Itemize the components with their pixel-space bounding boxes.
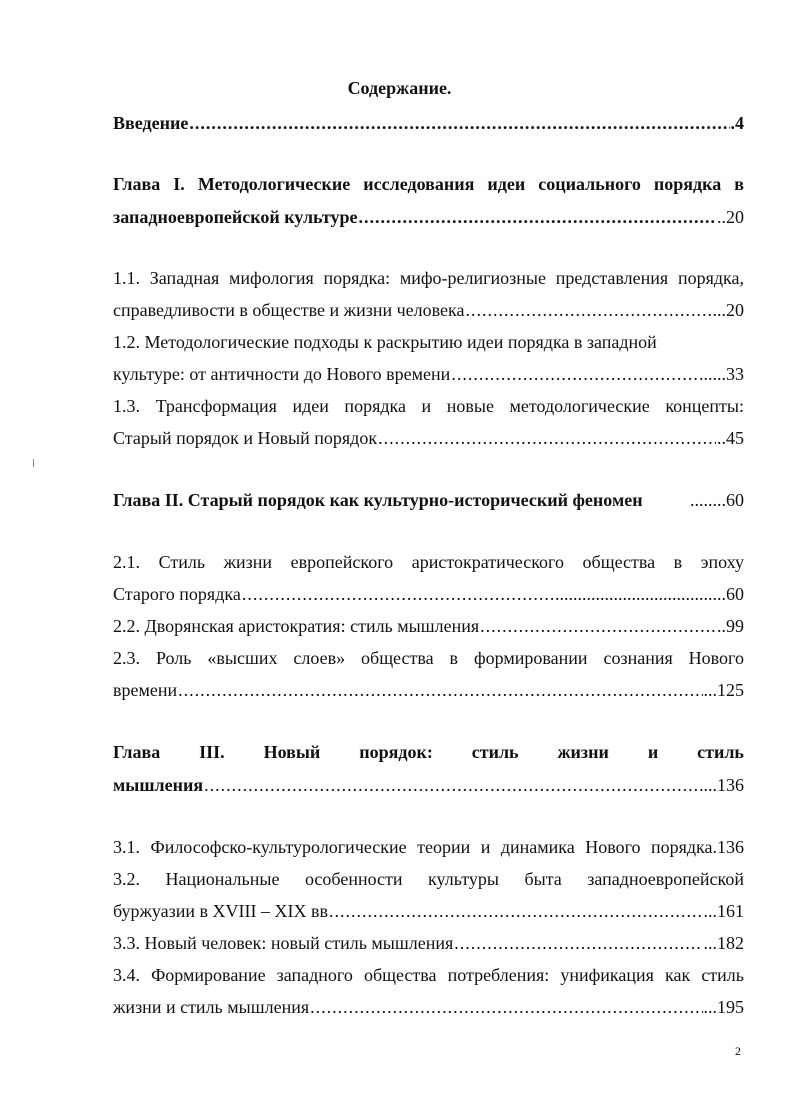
toc-entry-label: мышления	[113, 775, 204, 795]
chapter-3-word: III.	[199, 742, 225, 762]
toc-entry-intro	[113, 111, 744, 135]
toc-entry-page: ........60	[690, 490, 744, 510]
toc-title: Содержание.	[347, 78, 452, 98]
section-3-4-line-1: 3.4. Формирование западного общества потребления: унификация как стиль	[113, 965, 744, 985]
toc-entry-page: ...161	[703, 901, 744, 921]
toc-entry-page: ......................................60	[555, 584, 744, 604]
section-2-3-line-2	[113, 678, 744, 702]
page-number: 2	[735, 1044, 741, 1058]
leader-dots	[189, 111, 729, 135]
leader-dots	[454, 931, 702, 955]
toc-entry-page: ..45	[717, 428, 744, 448]
section-3-3	[113, 931, 744, 955]
toc-entry-label: Старый порядок и Новый порядок	[113, 428, 378, 448]
leader-dots	[178, 678, 702, 702]
chapter-3-word: стиль	[697, 742, 744, 762]
chapter-2	[113, 488, 744, 512]
toc-entry-label: справедливости в обществе и жизни человека	[113, 300, 465, 320]
toc-entry-label: жизни и стиль мышления	[113, 997, 310, 1017]
section-3-2-line-1: 3.2. Национальные особенности культуры быта западноевропейской	[113, 869, 744, 889]
leader-dots	[465, 298, 711, 322]
section-1-2-line-2	[113, 362, 744, 386]
chapter-3-word: и	[647, 742, 659, 762]
section-2-2	[113, 614, 744, 638]
leader-dots	[480, 614, 716, 638]
toc-entry-label: западноевропейской культуре	[113, 207, 358, 227]
toc-entry-page: ..99	[717, 616, 744, 636]
section-1-2-line-1: 1.2. Методологические подходы к раскрытию идеи порядка в западной	[113, 332, 657, 352]
section-1-1-line-1: 1.1. Западная мифология порядка: мифо-религиозные представления порядка,	[113, 268, 744, 288]
chapter-3-word: стиль	[471, 742, 519, 762]
leader-dots	[204, 773, 702, 797]
section-1-3-line-2	[113, 426, 744, 450]
toc-entry-label: Глава II. Старый порядок как культурно-исторический феномен	[113, 490, 643, 510]
leader-dots	[242, 582, 554, 606]
toc-entry-page: .4	[730, 113, 744, 133]
toc-entry-label: культуре: от античности до Нового времени	[113, 364, 451, 384]
chapter-3-word: жизни	[557, 742, 609, 762]
toc-entry-page: ......33	[699, 364, 744, 384]
section-3-1: 3.1. Философско-культурологические теории и динамика Нового порядка.136	[113, 837, 744, 857]
chapter-3-word: порядок:	[359, 742, 433, 762]
leader-dots	[451, 362, 698, 386]
section-3-4-line-2	[113, 995, 744, 1019]
section-1-1-line-2	[113, 298, 744, 322]
toc-entry-page: ...182	[703, 933, 744, 953]
toc-entry-label: буржуазии в XVIII – XIX вв	[113, 901, 329, 921]
toc-entry-page: ...20	[712, 300, 744, 320]
chapter-3-line-2	[113, 773, 744, 797]
leader-dots	[378, 426, 716, 450]
toc-entry-label: Введение	[113, 113, 189, 133]
leader-dots	[310, 995, 702, 1019]
toc-entry-label: 3.3. Новый человек: новый стиль мышления	[113, 933, 454, 953]
leader-dots	[329, 899, 702, 923]
section-1-3-line-1: 1.3. Трансформация идеи порядка и новые методологические концепты:	[113, 396, 744, 416]
toc-entry-label: 2.2. Дворянская аристократия: стиль мышления	[113, 616, 480, 636]
section-2-1-line-2	[113, 582, 744, 606]
toc-entry-label: Старого порядка	[113, 584, 241, 604]
chapter-1-line-2	[113, 205, 744, 229]
toc-entry-page: ..20	[717, 207, 744, 227]
leader-dots	[359, 205, 717, 229]
chapter-3-word: Новый	[263, 742, 321, 762]
section-2-3-line-1: 2.3. Роль «высших слоев» общества в формировании сознания Нового	[113, 648, 744, 668]
toc-entry-label: времени	[113, 680, 178, 700]
scan-mark	[33, 459, 34, 467]
toc-entry-page: ...136	[703, 775, 744, 795]
section-2-1-line-1: 2.1. Стиль жизни европейского аристократического общества в эпоху	[113, 552, 744, 572]
toc-entry-page: ...195	[703, 997, 744, 1017]
toc-entry-page: ...125	[703, 680, 744, 700]
chapter-1-line-1: Глава I. Методологические исследования идеи социального порядка в	[113, 174, 744, 194]
chapter-3-line-1	[113, 740, 744, 764]
chapter-3-word: Глава	[113, 742, 161, 762]
section-3-2-line-2	[113, 899, 744, 923]
